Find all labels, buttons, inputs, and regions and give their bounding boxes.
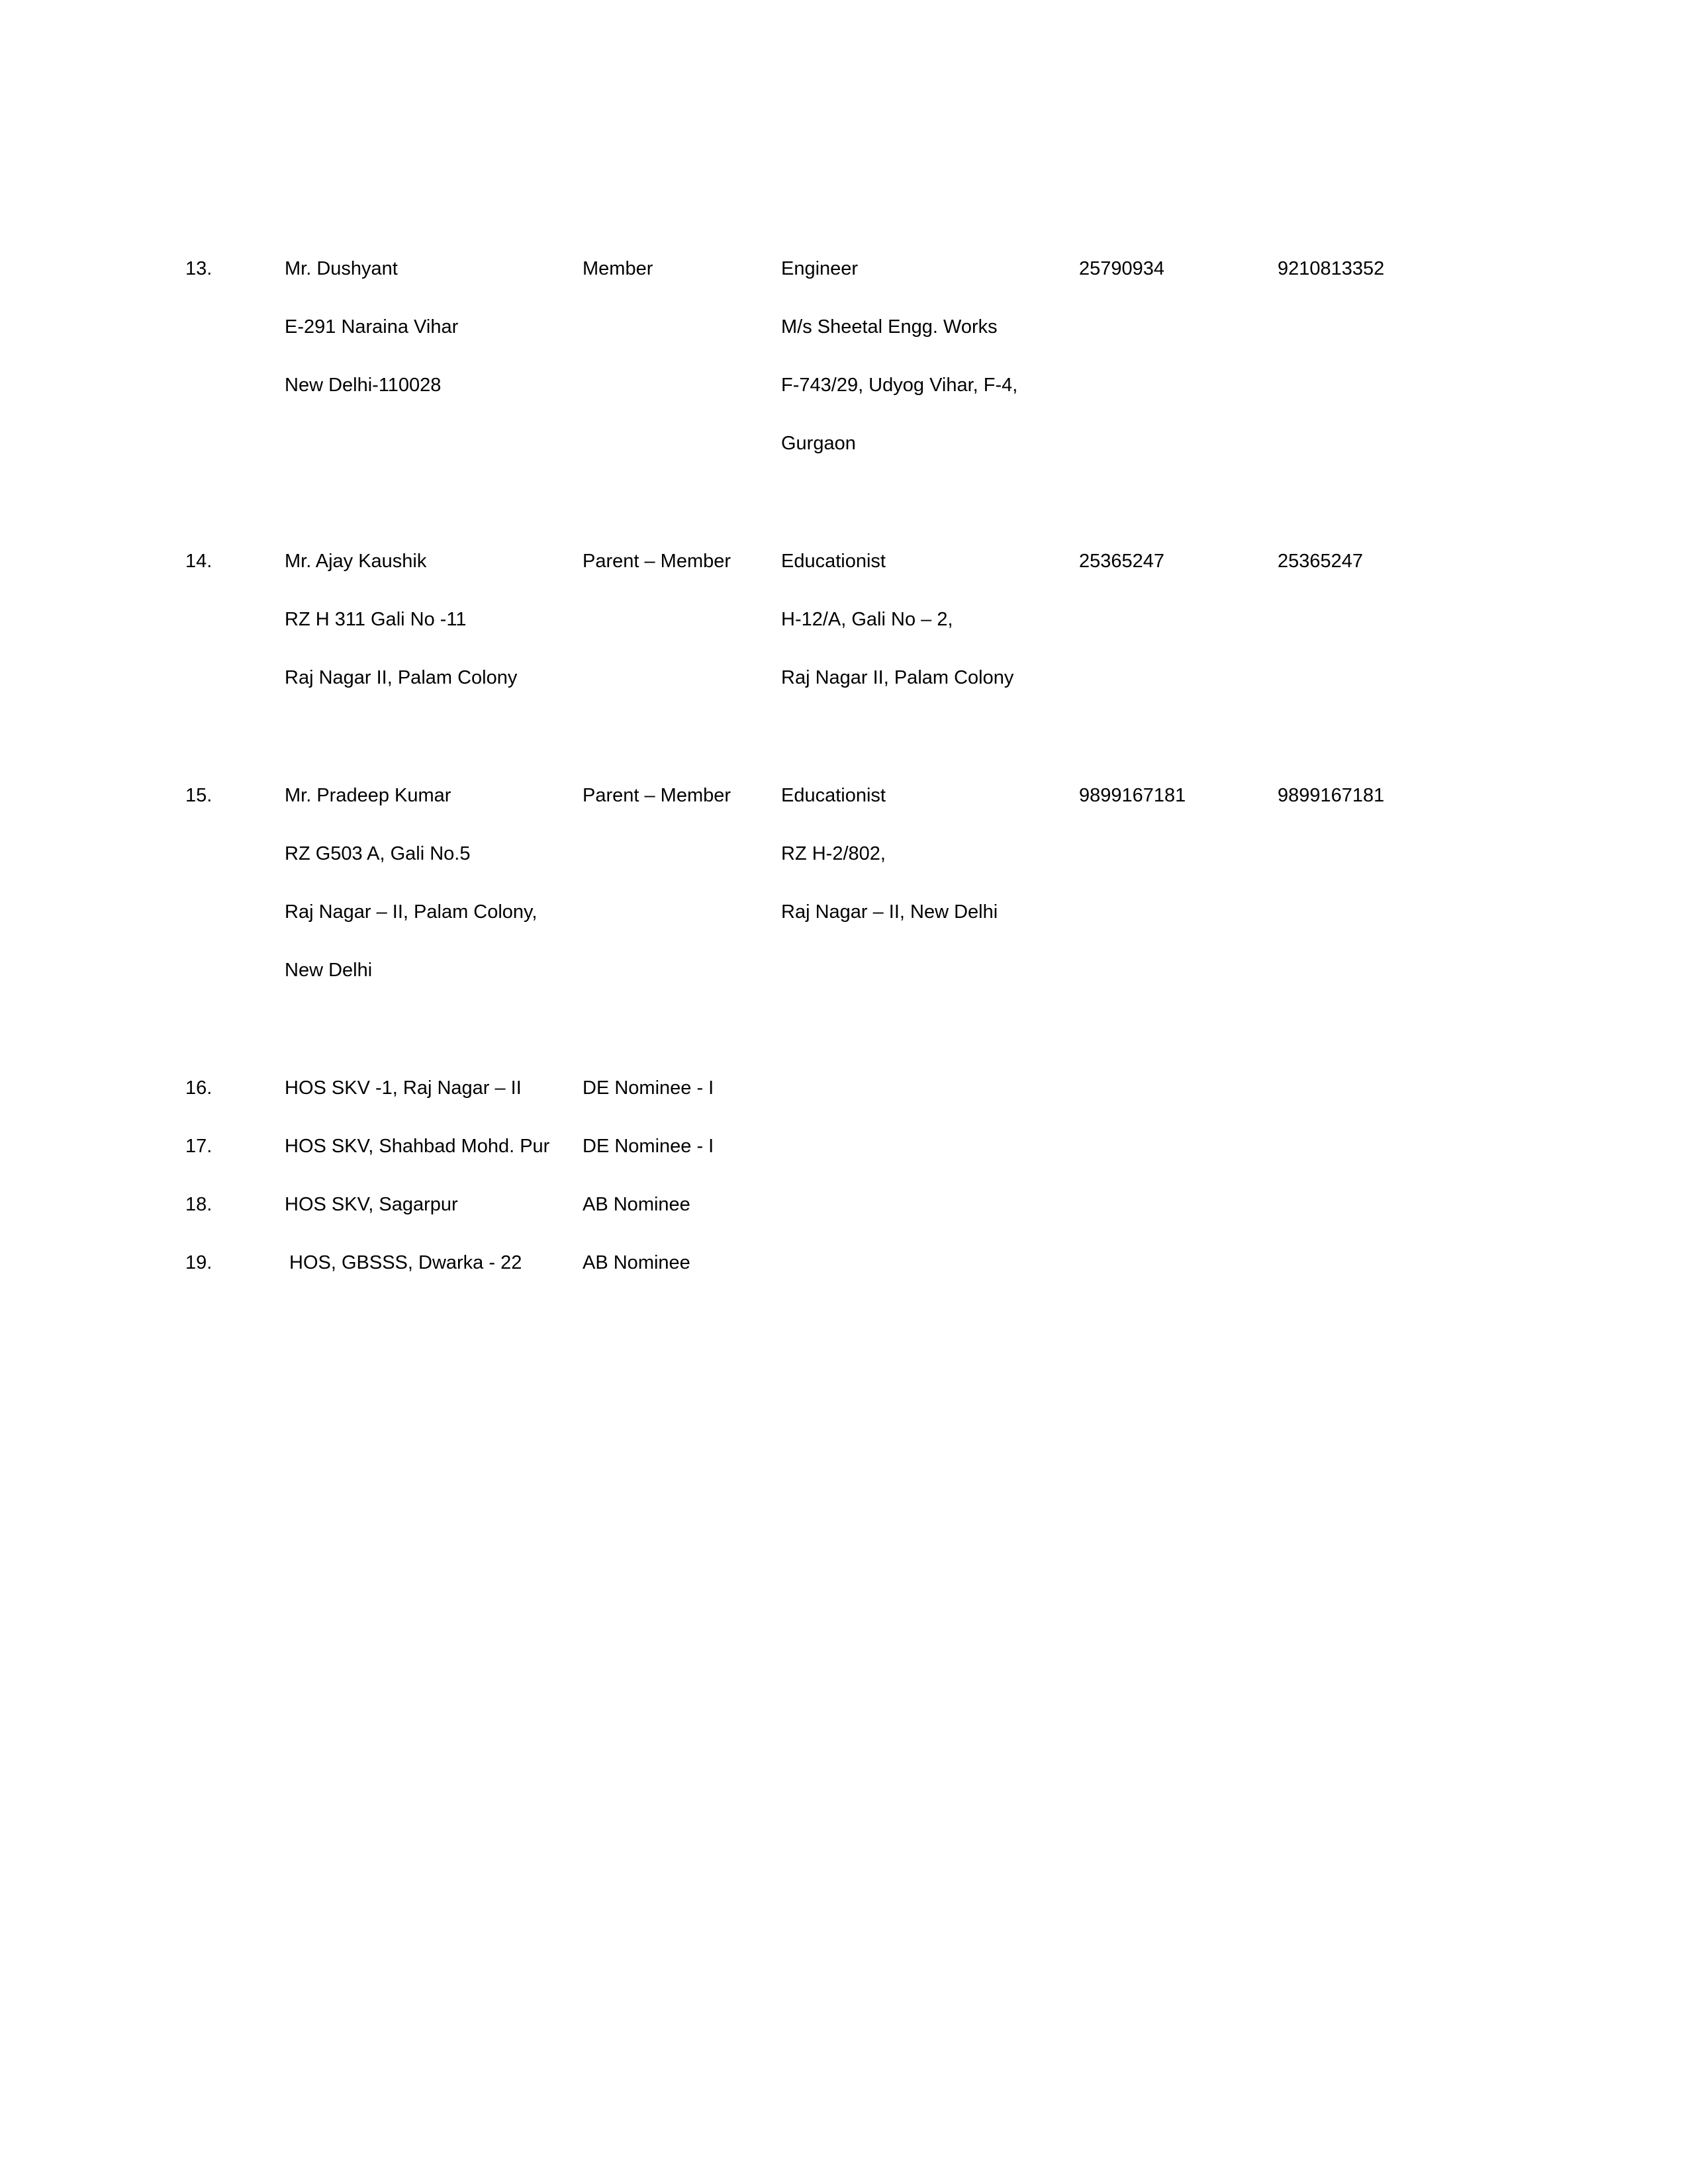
address-line: RZ G503 A, Gali No.5	[285, 843, 471, 864]
nominee-role: AB Nominee	[583, 1194, 690, 1215]
entry-number: 15.	[185, 785, 212, 806]
member-occupation	[781, 549, 1013, 724]
entry-number: 13.	[185, 258, 212, 279]
nominee-name: HOS SKV, Sagarpur	[285, 1194, 458, 1215]
phone-mobile: 9210813352	[1278, 258, 1385, 279]
address-line: Raj Nagar – II, Palam Colony,	[285, 901, 538, 923]
entry-number: 19.	[185, 1252, 212, 1273]
phone-office: 25790934	[1079, 258, 1165, 279]
entry-number: 14.	[185, 551, 212, 572]
nominee-role: DE Nominee - I	[583, 1077, 714, 1099]
member-name-address	[285, 784, 537, 1017]
address-line: Raj Nagar II, Palam Colony	[285, 667, 518, 688]
nominee-role: DE Nominee - I	[583, 1136, 714, 1157]
member-role: Parent – Member	[583, 785, 731, 806]
occupation-line: H-12/A, Gali No – 2,	[781, 609, 953, 630]
address-line: RZ H 311 Gali No -11	[285, 609, 467, 630]
phone-mobile: 25365247	[1278, 551, 1364, 572]
member-role: Member	[583, 258, 653, 279]
nominee-name: HOS, GBSSS, Dwarka - 22	[289, 1252, 522, 1273]
occupation-line: M/s Sheetal Engg. Works	[781, 316, 998, 338]
entry-number: 16.	[185, 1077, 212, 1099]
nominee-name: HOS SKV, Shahbad Mohd. Pur	[285, 1136, 550, 1157]
occupation-line: Educationist	[781, 785, 886, 806]
nominee-name: HOS SKV -1, Raj Nagar – II	[285, 1077, 522, 1099]
address-line: New Delhi-110028	[285, 375, 442, 396]
phone-office: 9899167181	[1079, 785, 1186, 806]
phone-mobile: 9899167181	[1278, 785, 1385, 806]
entry-number: 18.	[185, 1194, 212, 1215]
occupation-line: Raj Nagar – II, New Delhi	[781, 901, 998, 923]
occupation-line: Engineer	[781, 258, 859, 279]
member-name-address	[285, 549, 517, 724]
name-line: Mr. Ajay Kaushik	[285, 551, 427, 572]
member-occupation	[781, 784, 998, 958]
name-line: Mr. Pradeep Kumar	[285, 785, 451, 806]
nominee-role: AB Nominee	[583, 1252, 690, 1273]
member-occupation	[781, 257, 1017, 490]
name-line: Mr. Dushyant	[285, 258, 398, 279]
phone-office: 25365247	[1079, 551, 1165, 572]
member-role: Parent – Member	[583, 551, 731, 572]
occupation-line: Educationist	[781, 551, 886, 572]
occupation-line: RZ H-2/802,	[781, 843, 886, 864]
address-line: E-291 Naraina Vihar	[285, 316, 459, 338]
entry-number: 17.	[185, 1136, 212, 1157]
address-line: New Delhi	[285, 960, 373, 981]
member-name-address	[285, 257, 458, 432]
occupation-line: Raj Nagar II, Palam Colony	[781, 667, 1014, 688]
occupation-line: Gurgaon	[781, 433, 856, 454]
occupation-line: F-743/29, Udyog Vihar, F-4,	[781, 375, 1018, 396]
